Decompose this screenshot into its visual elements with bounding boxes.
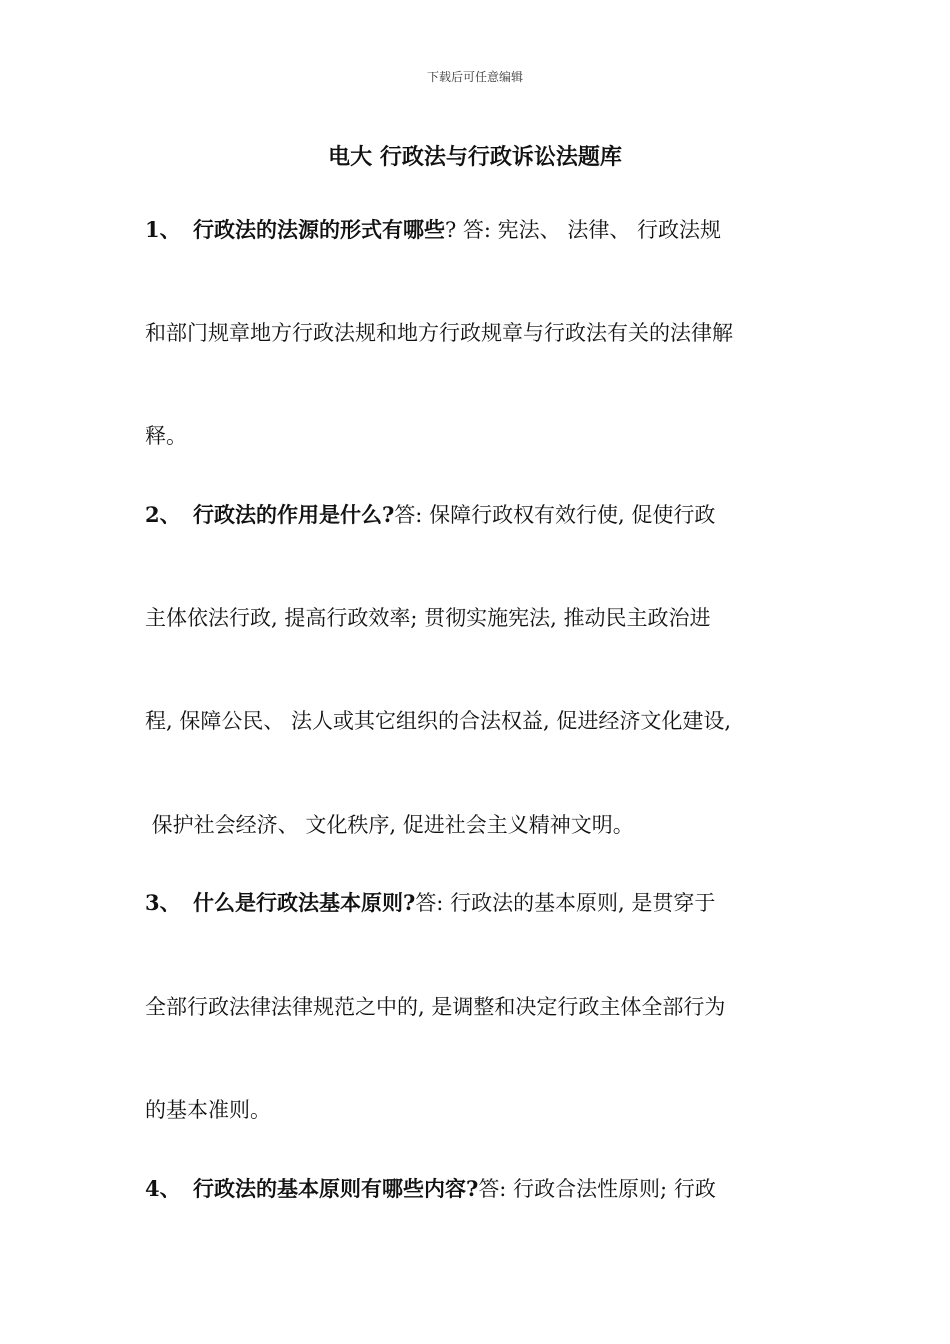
item-3-first-line	[145, 888, 825, 918]
item-question: 行政法的基本原则有哪些内容?	[193, 1176, 479, 1201]
item-question: 行政法的法源的形式有哪些	[193, 217, 445, 242]
header-note: 下载后可任意编辑	[426, 70, 523, 84]
item-answer-start: ? 答: 宪法、 法律、 行政法规	[445, 218, 722, 242]
item-1-first-line	[145, 215, 825, 245]
item-number: 3、	[145, 890, 181, 915]
item-number: 1、	[145, 217, 181, 242]
item-answer-start: 答: 行政合法性原则; 行政	[478, 1177, 716, 1201]
item-3-line-3: 的基本准则。	[145, 1098, 271, 1122]
item-number: 2、	[145, 502, 181, 527]
item-question: 什么是行政法基本原则?	[193, 890, 416, 915]
item-2-line-4: 保护社会经济、 文化秩序, 促进社会主义精神文明。	[145, 813, 634, 837]
item-number: 4、	[145, 1176, 181, 1201]
item-4-first-line	[145, 1174, 825, 1204]
item-3-line-2: 全部行政法律法律规范之中的, 是调整和决定行政主体全部行为	[145, 995, 726, 1019]
item-2-line-3: 程, 保障公民、 法人或其它组织的合法权益, 促进经济文化建设,	[145, 709, 732, 733]
item-2-first-line	[145, 500, 825, 530]
item-question: 行政法的作用是什么?	[193, 502, 395, 527]
item-2-line-2: 主体依法行政, 提高行政效率; 贯彻实施宪法, 推动民主政治进	[145, 606, 711, 630]
item-1-line-3: 释。	[145, 424, 187, 448]
item-answer-start: 答: 行政法的基本原则, 是贯穿于	[415, 891, 716, 915]
item-answer-start: 答: 保障行政权有效行使, 促使行政	[394, 503, 716, 527]
document-title: 电大 行政法与行政诉讼法题库	[328, 144, 622, 170]
item-1-line-2: 和部门规章地方行政法规和地方行政规章与行政法有关的法律解	[145, 321, 733, 345]
